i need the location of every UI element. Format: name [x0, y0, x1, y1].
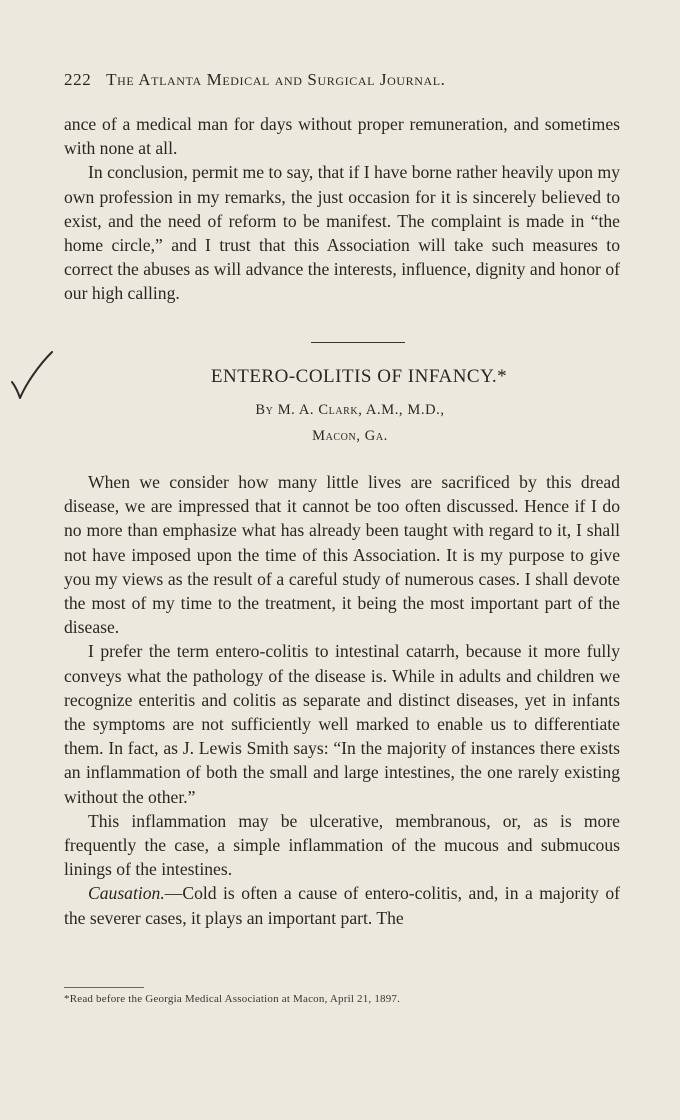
section-divider: [311, 342, 405, 343]
paragraph: In conclusion, permit me to say, that if I have borne rather heavily upon my own profession in my remarks, the just occasion for it is sincerely believed to exist, and the need of reform to be manifest. The complaint is made in “the home circle,” and I trust that this Association will take such measures to correct the abuses as will advance the interests, influence, dignity and honor of our high calling.: [64, 162, 620, 304]
article-title: ENTERO-COLITIS OF INFANCY.*: [210, 366, 508, 387]
paragraph: This inflammation may be ulcerative, membranous, or, as is more frequently the case, a simple inflammation of the mucous and submucous linings of the intestines.: [64, 810, 620, 880]
journal-title: The Atlanta Medical and Surgical Journal.: [106, 70, 446, 89]
article-body: [64, 470, 620, 930]
article-byline: By M. A. Clark, A.M., M.D.,: [255, 402, 445, 418]
paragraph: When we consider how many little lives are sacrificed by this dread disease, we are impressed that it cannot be too often discussed. Hence if I do no more than emphasize what has already been taught with regard to it, I shall not have imposed upon the time of this Association. It is my purpose to give you my views as the result of a careful study of numerous cases. I shall devote the most of my time to the treatment, it being the most important part of the disease.: [64, 472, 620, 638]
paragraph-causation: [64, 881, 620, 929]
causation-heading: Causation.: [88, 883, 165, 904]
page-number: 222: [64, 70, 92, 89]
running-header: [64, 70, 620, 90]
footnote-divider: [64, 987, 144, 988]
previous-article-ending: [64, 112, 620, 306]
footnote: *Read before the Georgia Medical Association at Macon, April 21, 1897.: [64, 993, 401, 1005]
handwritten-checkmark-icon: [6, 348, 56, 404]
article-location: Macon, Ga.: [312, 428, 388, 444]
causation-text: —Cold is often a cause of entero-colitis, and, in a majority of the severer cases, it plays an important part. The: [64, 883, 620, 928]
paragraph: I prefer the term entero-colitis to intestinal catarrh, because it more fully conveys what the pathology of the disease is. While in adults and children we recognize enteritis and colitis as separate and distinct diseases, yet in infants the symptoms are not sufficiently well marked to enable us to differentiate them. In fact, as J. Lewis Smith says: “In the majority of instances there exists an inflammation of both the small and large intestines, the one rarely existing without the other.”: [64, 641, 620, 807]
paragraph: ance of a medical man for days without proper remuneration, and sometimes with none at all.: [64, 114, 620, 159]
